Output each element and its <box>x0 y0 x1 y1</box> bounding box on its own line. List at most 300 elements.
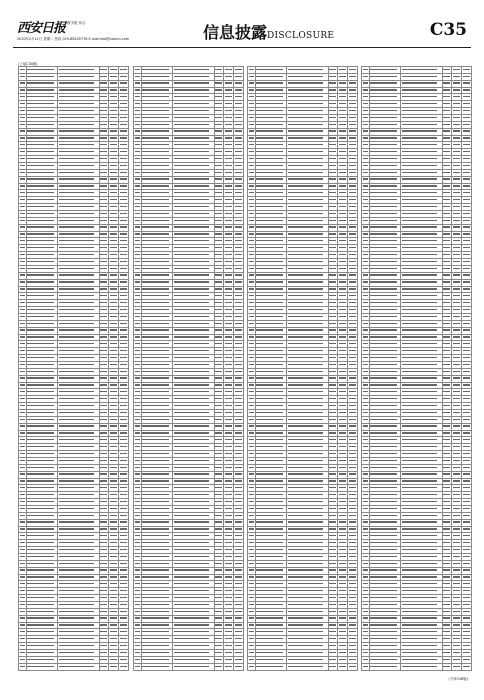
cell-text-placeholder <box>120 199 127 200</box>
cell-text-placeholder <box>27 583 54 584</box>
cell-text-placeholder <box>27 254 54 255</box>
cell-text-placeholder <box>120 130 127 131</box>
cell-text-placeholder <box>453 666 460 667</box>
table-row <box>362 485 472 492</box>
cell-text-placeholder <box>329 624 336 625</box>
table-cell <box>141 204 173 211</box>
cell-text-placeholder <box>349 220 356 221</box>
table-cell <box>442 423 452 430</box>
cell-text-placeholder <box>59 357 95 358</box>
table-cell <box>462 286 472 293</box>
table-cell <box>99 327 109 334</box>
table-cell <box>214 224 224 231</box>
table-cell <box>234 293 244 300</box>
table-cell <box>248 512 256 519</box>
table-cell <box>248 423 256 430</box>
cell-text-placeholder <box>453 645 460 646</box>
table-cell <box>19 656 27 663</box>
table-cell <box>442 519 452 526</box>
table-cell <box>214 128 224 135</box>
table-cell <box>109 636 119 643</box>
table-cell <box>134 492 142 499</box>
table-cell <box>134 581 142 588</box>
table-cell <box>141 190 173 197</box>
cell-text-placeholder <box>235 165 242 166</box>
cell-text-placeholder <box>349 336 356 337</box>
cell-text-placeholder <box>59 124 95 125</box>
table-cell <box>287 457 328 464</box>
table-row <box>248 252 358 259</box>
table-cell <box>401 581 442 588</box>
cell-text-placeholder <box>256 110 283 111</box>
table-row <box>19 135 129 142</box>
table-cell <box>134 622 142 629</box>
table-cell <box>224 80 234 87</box>
cell-text-placeholder <box>59 556 95 557</box>
table-cell <box>401 382 442 389</box>
cell-text-placeholder <box>453 89 460 90</box>
cell-text-placeholder <box>370 357 397 358</box>
table-cell <box>99 622 109 629</box>
cell-text-placeholder <box>174 652 210 653</box>
cell-text-placeholder <box>110 590 117 591</box>
cell-text-placeholder <box>329 460 336 461</box>
table-row <box>362 293 472 300</box>
cell-text-placeholder <box>27 76 54 77</box>
table-cell <box>328 650 338 657</box>
table-row <box>19 499 129 506</box>
table-cell <box>224 279 234 286</box>
table-row <box>248 286 358 293</box>
table-cell <box>452 272 462 279</box>
table-cell <box>452 375 462 382</box>
table-cell <box>255 355 287 362</box>
cell-text-placeholder <box>120 261 127 262</box>
table-cell <box>58 149 99 156</box>
table-cell <box>26 361 58 368</box>
cell-text-placeholder <box>249 597 254 598</box>
table-cell <box>338 403 348 410</box>
table-cell <box>338 451 348 458</box>
table-cell <box>462 224 472 231</box>
cell-text-placeholder <box>370 398 397 399</box>
cell-text-placeholder <box>463 329 470 330</box>
cell-text-placeholder <box>27 617 54 618</box>
cell-text-placeholder <box>402 172 438 173</box>
cell-text-placeholder <box>288 288 324 289</box>
table-row <box>134 526 244 533</box>
cell-text-placeholder <box>463 453 470 454</box>
table-cell <box>234 80 244 87</box>
cell-text-placeholder <box>120 631 127 632</box>
table-row <box>362 108 472 115</box>
cell-text-placeholder <box>100 69 107 70</box>
table-cell <box>255 348 287 355</box>
table-cell <box>348 265 358 272</box>
cell-text-placeholder <box>20 501 25 502</box>
table-cell <box>369 368 401 375</box>
cell-text-placeholder <box>225 405 232 406</box>
table-cell <box>248 163 256 170</box>
table-cell <box>58 238 99 245</box>
cell-text-placeholder <box>463 261 470 262</box>
table-cell <box>134 437 142 444</box>
table-cell <box>19 286 27 293</box>
table-cell <box>234 396 244 403</box>
cell-text-placeholder <box>288 268 324 269</box>
table-cell <box>338 608 348 615</box>
table-row <box>19 293 129 300</box>
table-cell <box>224 560 234 567</box>
cell-text-placeholder <box>59 110 95 111</box>
table-cell <box>99 211 109 218</box>
table-row <box>19 341 129 348</box>
cell-text-placeholder <box>120 542 127 543</box>
cell-text-placeholder <box>215 295 222 296</box>
cell-text-placeholder <box>225 521 232 522</box>
cell-text-placeholder <box>27 549 54 550</box>
table-cell <box>255 231 287 238</box>
table-cell <box>248 650 256 657</box>
table-cell <box>214 499 224 506</box>
table-cell <box>401 73 442 80</box>
cell-text-placeholder <box>20 350 25 351</box>
table-cell <box>369 334 401 341</box>
table-cell <box>369 588 401 595</box>
table-cell <box>362 506 370 513</box>
table-cell <box>109 560 119 567</box>
table-cell <box>338 245 348 252</box>
table-cell <box>119 279 129 286</box>
table-row <box>19 574 129 581</box>
cell-text-placeholder <box>288 412 324 413</box>
cell-text-placeholder <box>329 350 336 351</box>
table-cell <box>348 300 358 307</box>
table-cell <box>173 512 214 519</box>
table-cell <box>134 636 142 643</box>
table-cell <box>348 554 358 561</box>
table-cell <box>442 156 452 163</box>
cell-text-placeholder <box>100 590 107 591</box>
table-cell <box>99 87 109 94</box>
table-cell <box>401 451 442 458</box>
cell-text-placeholder <box>453 343 460 344</box>
table-cell <box>19 156 27 163</box>
table-cell <box>234 313 244 320</box>
cell-text-placeholder <box>256 473 283 474</box>
cell-text-placeholder <box>59 542 95 543</box>
table-cell <box>173 313 214 320</box>
cell-text-placeholder <box>27 501 54 502</box>
cell-text-placeholder <box>288 391 324 392</box>
table-cell <box>348 464 358 471</box>
cell-text-placeholder <box>135 357 140 358</box>
table-cell <box>58 361 99 368</box>
cell-text-placeholder <box>288 158 324 159</box>
table-cell <box>401 588 442 595</box>
cell-text-placeholder <box>339 460 346 461</box>
table-cell <box>338 128 348 135</box>
table-cell <box>119 204 129 211</box>
cell-text-placeholder <box>256 261 283 262</box>
table-cell <box>119 101 129 108</box>
table-cell <box>173 286 214 293</box>
cell-text-placeholder <box>329 494 336 495</box>
cell-text-placeholder <box>249 220 254 221</box>
cell-text-placeholder <box>288 666 324 667</box>
table-cell <box>401 252 442 259</box>
table-cell <box>234 554 244 561</box>
table-cell <box>369 67 401 74</box>
table-cell <box>19 355 27 362</box>
table-row <box>248 430 358 437</box>
cell-text-placeholder <box>363 631 368 632</box>
table-cell <box>338 355 348 362</box>
table-cell <box>109 368 119 375</box>
table-cell <box>248 547 256 554</box>
table-cell <box>26 245 58 252</box>
table-row <box>19 183 129 190</box>
table-cell <box>234 478 244 485</box>
table-cell <box>462 471 472 478</box>
table-cell <box>58 526 99 533</box>
table-cell <box>338 615 348 622</box>
cell-text-placeholder <box>363 652 368 653</box>
cell-text-placeholder <box>339 274 346 275</box>
table-cell <box>348 416 358 423</box>
cell-text-placeholder <box>120 590 127 591</box>
table-cell <box>255 252 287 259</box>
cell-text-placeholder <box>225 329 232 330</box>
cell-text-placeholder <box>370 364 397 365</box>
table-row <box>362 204 472 211</box>
table-cell <box>234 533 244 540</box>
cell-text-placeholder <box>120 96 127 97</box>
cell-text-placeholder <box>249 76 254 77</box>
cell-text-placeholder <box>110 172 117 173</box>
cell-text-placeholder <box>215 302 222 303</box>
cell-text-placeholder <box>174 309 210 310</box>
cell-text-placeholder <box>453 590 460 591</box>
cell-text-placeholder <box>402 638 438 639</box>
table-row <box>248 629 358 636</box>
table-cell <box>255 327 287 334</box>
table-cell <box>328 595 338 602</box>
cell-text-placeholder <box>256 226 283 227</box>
table-cell <box>109 663 119 670</box>
cell-text-placeholder <box>329 611 336 612</box>
cell-text-placeholder <box>249 391 254 392</box>
table-cell <box>58 327 99 334</box>
cell-text-placeholder <box>463 343 470 344</box>
cell-text-placeholder <box>453 82 460 83</box>
cell-text-placeholder <box>225 563 232 564</box>
table-cell <box>362 636 370 643</box>
table-cell <box>58 176 99 183</box>
table-cell <box>328 478 338 485</box>
table-cell <box>462 409 472 416</box>
table-row <box>134 300 244 307</box>
table-cell <box>214 149 224 156</box>
table-cell <box>362 73 370 80</box>
cell-text-placeholder <box>110 199 117 200</box>
cell-text-placeholder <box>174 261 210 262</box>
table-cell <box>338 471 348 478</box>
cell-text-placeholder <box>329 69 336 70</box>
cell-text-placeholder <box>339 467 346 468</box>
table-cell <box>141 471 173 478</box>
table-cell <box>234 464 244 471</box>
cell-text-placeholder <box>174 405 210 406</box>
cell-text-placeholder <box>349 206 356 207</box>
table-cell <box>369 121 401 128</box>
cell-text-placeholder <box>402 117 438 118</box>
cell-text-placeholder <box>339 343 346 344</box>
cell-text-placeholder <box>370 556 397 557</box>
table-cell <box>348 197 358 204</box>
cell-text-placeholder <box>363 412 368 413</box>
table-cell <box>362 574 370 581</box>
cell-text-placeholder <box>120 268 127 269</box>
cell-text-placeholder <box>110 542 117 543</box>
cell-text-placeholder <box>110 165 117 166</box>
table-cell <box>348 142 358 149</box>
cell-text-placeholder <box>135 391 140 392</box>
table-row <box>248 156 358 163</box>
cell-text-placeholder <box>100 172 107 173</box>
cell-text-placeholder <box>329 617 336 618</box>
table-cell <box>362 108 370 115</box>
cell-text-placeholder <box>370 226 397 227</box>
cell-text-placeholder <box>339 631 346 632</box>
cell-text-placeholder <box>110 302 117 303</box>
table-cell <box>248 608 256 615</box>
cell-text-placeholder <box>27 103 54 104</box>
cell-text-placeholder <box>235 158 242 159</box>
cell-text-placeholder <box>142 130 169 131</box>
cell-text-placeholder <box>174 206 210 207</box>
cell-text-placeholder <box>249 240 254 241</box>
cell-text-placeholder <box>363 624 368 625</box>
table-cell <box>19 169 27 176</box>
table-cell <box>369 416 401 423</box>
table-cell <box>255 375 287 382</box>
table-cell <box>338 190 348 197</box>
table-cell <box>401 519 442 526</box>
cell-text-placeholder <box>59 69 95 70</box>
table-cell <box>401 128 442 135</box>
table-cell <box>248 656 256 663</box>
cell-text-placeholder <box>110 569 117 570</box>
table-cell <box>234 211 244 218</box>
cell-text-placeholder <box>339 144 346 145</box>
table-cell <box>214 382 224 389</box>
cell-text-placeholder <box>370 535 397 536</box>
cell-text-placeholder <box>349 192 356 193</box>
table-cell <box>141 368 173 375</box>
cell-text-placeholder <box>174 473 210 474</box>
cell-text-placeholder <box>288 501 324 502</box>
cell-text-placeholder <box>370 110 397 111</box>
table-cell <box>401 567 442 574</box>
table-cell <box>362 121 370 128</box>
cell-text-placeholder <box>288 233 324 234</box>
table-cell <box>287 533 328 540</box>
cell-text-placeholder <box>59 617 95 618</box>
table-cell <box>348 348 358 355</box>
table-cell <box>248 464 256 471</box>
table-cell <box>26 313 58 320</box>
table-cell <box>173 368 214 375</box>
table-row <box>134 334 244 341</box>
cell-text-placeholder <box>453 446 460 447</box>
cell-text-placeholder <box>215 666 222 667</box>
cell-text-placeholder <box>329 192 336 193</box>
table-cell <box>442 197 452 204</box>
cell-text-placeholder <box>443 110 450 111</box>
cell-text-placeholder <box>27 377 54 378</box>
table-row <box>362 389 472 396</box>
table-cell <box>109 437 119 444</box>
table-row <box>19 622 129 629</box>
cell-text-placeholder <box>59 569 95 570</box>
table-cell <box>328 121 338 128</box>
cell-text-placeholder <box>443 323 450 324</box>
table-cell <box>19 382 27 389</box>
table-cell <box>348 307 358 314</box>
table-cell <box>338 348 348 355</box>
table-cell <box>19 444 27 451</box>
table-cell <box>255 650 287 657</box>
cell-text-placeholder <box>402 261 438 262</box>
table-cell <box>248 451 256 458</box>
cell-text-placeholder <box>27 343 54 344</box>
table-cell <box>58 403 99 410</box>
table-cell <box>348 217 358 224</box>
table-cell <box>452 650 462 657</box>
table-cell <box>119 238 129 245</box>
cell-text-placeholder <box>363 323 368 324</box>
table-row <box>362 190 472 197</box>
cell-text-placeholder <box>142 226 169 227</box>
cell-text-placeholder <box>349 172 356 173</box>
cell-text-placeholder <box>370 371 397 372</box>
table-row <box>248 581 358 588</box>
table-cell <box>109 211 119 218</box>
cell-text-placeholder <box>120 220 127 221</box>
table-cell <box>19 636 27 643</box>
table-cell <box>234 183 244 190</box>
cell-text-placeholder <box>20 343 25 344</box>
cell-text-placeholder <box>443 569 450 570</box>
table-cell <box>401 279 442 286</box>
table-cell <box>338 547 348 554</box>
table-cell <box>362 451 370 458</box>
table-cell <box>401 300 442 307</box>
cell-text-placeholder <box>349 69 356 70</box>
cell-text-placeholder <box>135 213 140 214</box>
cell-text-placeholder <box>215 124 222 125</box>
table-cell <box>19 327 27 334</box>
cell-text-placeholder <box>215 178 222 179</box>
table-cell <box>109 313 119 320</box>
table-cell <box>234 217 244 224</box>
table-cell <box>99 217 109 224</box>
cell-text-placeholder <box>453 137 460 138</box>
cell-text-placeholder <box>443 419 450 420</box>
cell-text-placeholder <box>443 172 450 173</box>
table-cell <box>287 108 328 115</box>
